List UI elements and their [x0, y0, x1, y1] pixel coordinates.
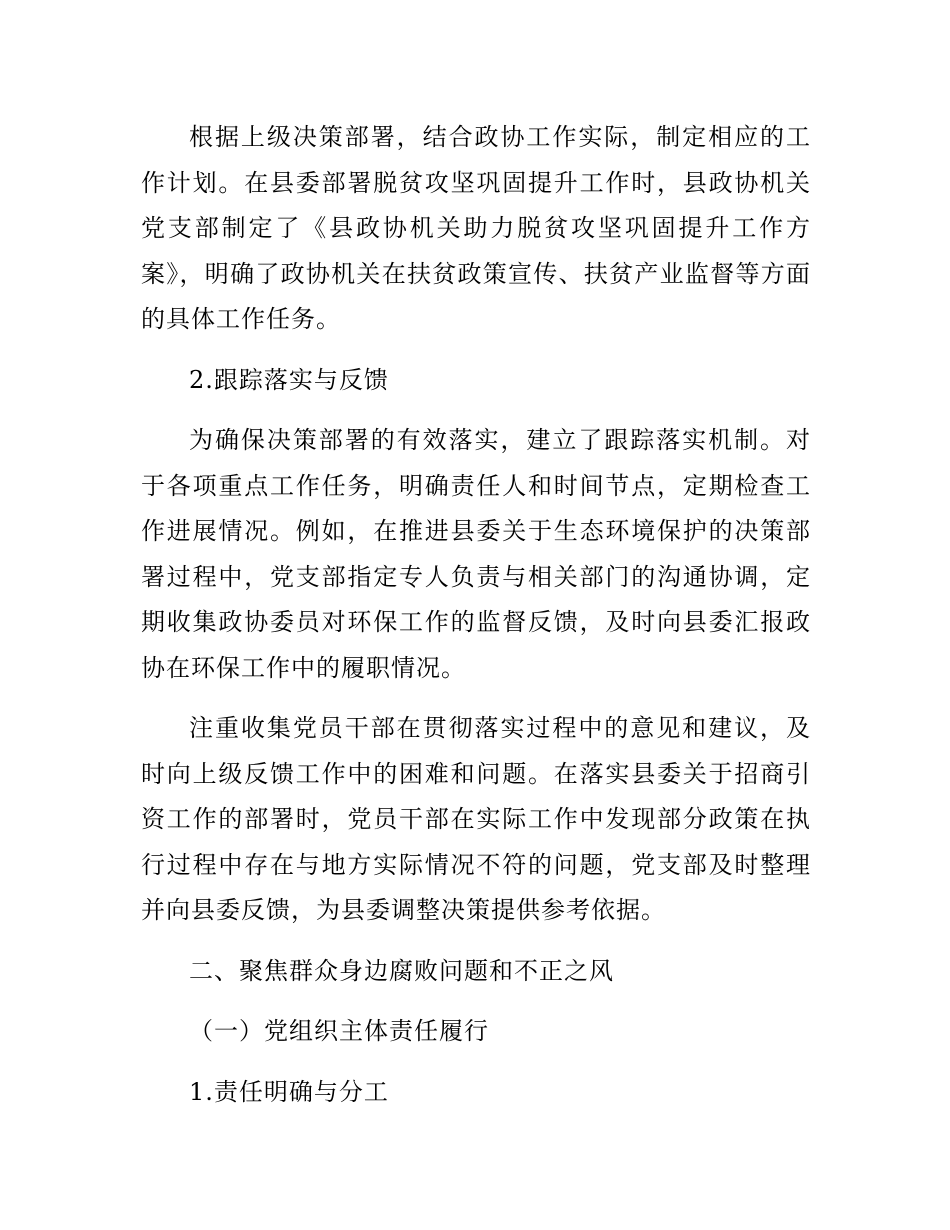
paragraph-feedback-collection: 注重收集党员干部在贯彻落实过程中的意见和建议，及时向上级反馈工作中的困难和问题。在落实县委关于招商引资工作的部署时，党员干部在实际工作中发现部分政策在执行过程中存在与地方实际情况不符的问题，党支部及时整理并向县委反馈，为县委调整决策提供参考依据。: [141, 714, 811, 924]
paragraph-gap: [141, 994, 811, 1009]
paragraph-gap: [141, 403, 811, 418]
paragraph-gap: [141, 934, 811, 949]
heading-responsibility: 1.责任明确与分工: [189, 1077, 389, 1106]
paragraph-decision-plan: 根据上级决策部署，结合政协工作实际，制定相应的工作计划。在县委部署脱贫攻坚巩固提升工作时，县政协机关党支部制定了《县政协机关助力脱贫攻坚巩固提升工作方案》，明确了政协机关在扶贫政策宣传、扶贫产业监督等方面的具体工作任务。: [141, 123, 811, 333]
heading-subsection-one: （一）党组织主体责任履行: [189, 1017, 489, 1045]
heading-section-two: 二、聚焦群众身边腐败问题和不正之风: [189, 956, 614, 985]
heading-tracking-feedback: 2.跟踪落实与反馈: [189, 365, 389, 394]
paragraph-tracking-mechanism: 为确保决策部署的有效落实，建立了跟踪落实机制。对于各项重点工作任务，明确责任人和时间节点，定期检查工作进展情况。例如，在推进县委关于生态环境保护的决策部署过程中，党支部指定专人负责与相关部门的沟通协调，定期收集政协委员对环保工作的监督反馈，及时向县委汇报政协在环保工作中的履职情况。: [141, 426, 811, 682]
paragraph-gap: [141, 343, 811, 358]
document-body: [141, 115, 811, 1115]
paragraph-gap: [141, 691, 811, 706]
paragraph-gap: [141, 1055, 811, 1070]
